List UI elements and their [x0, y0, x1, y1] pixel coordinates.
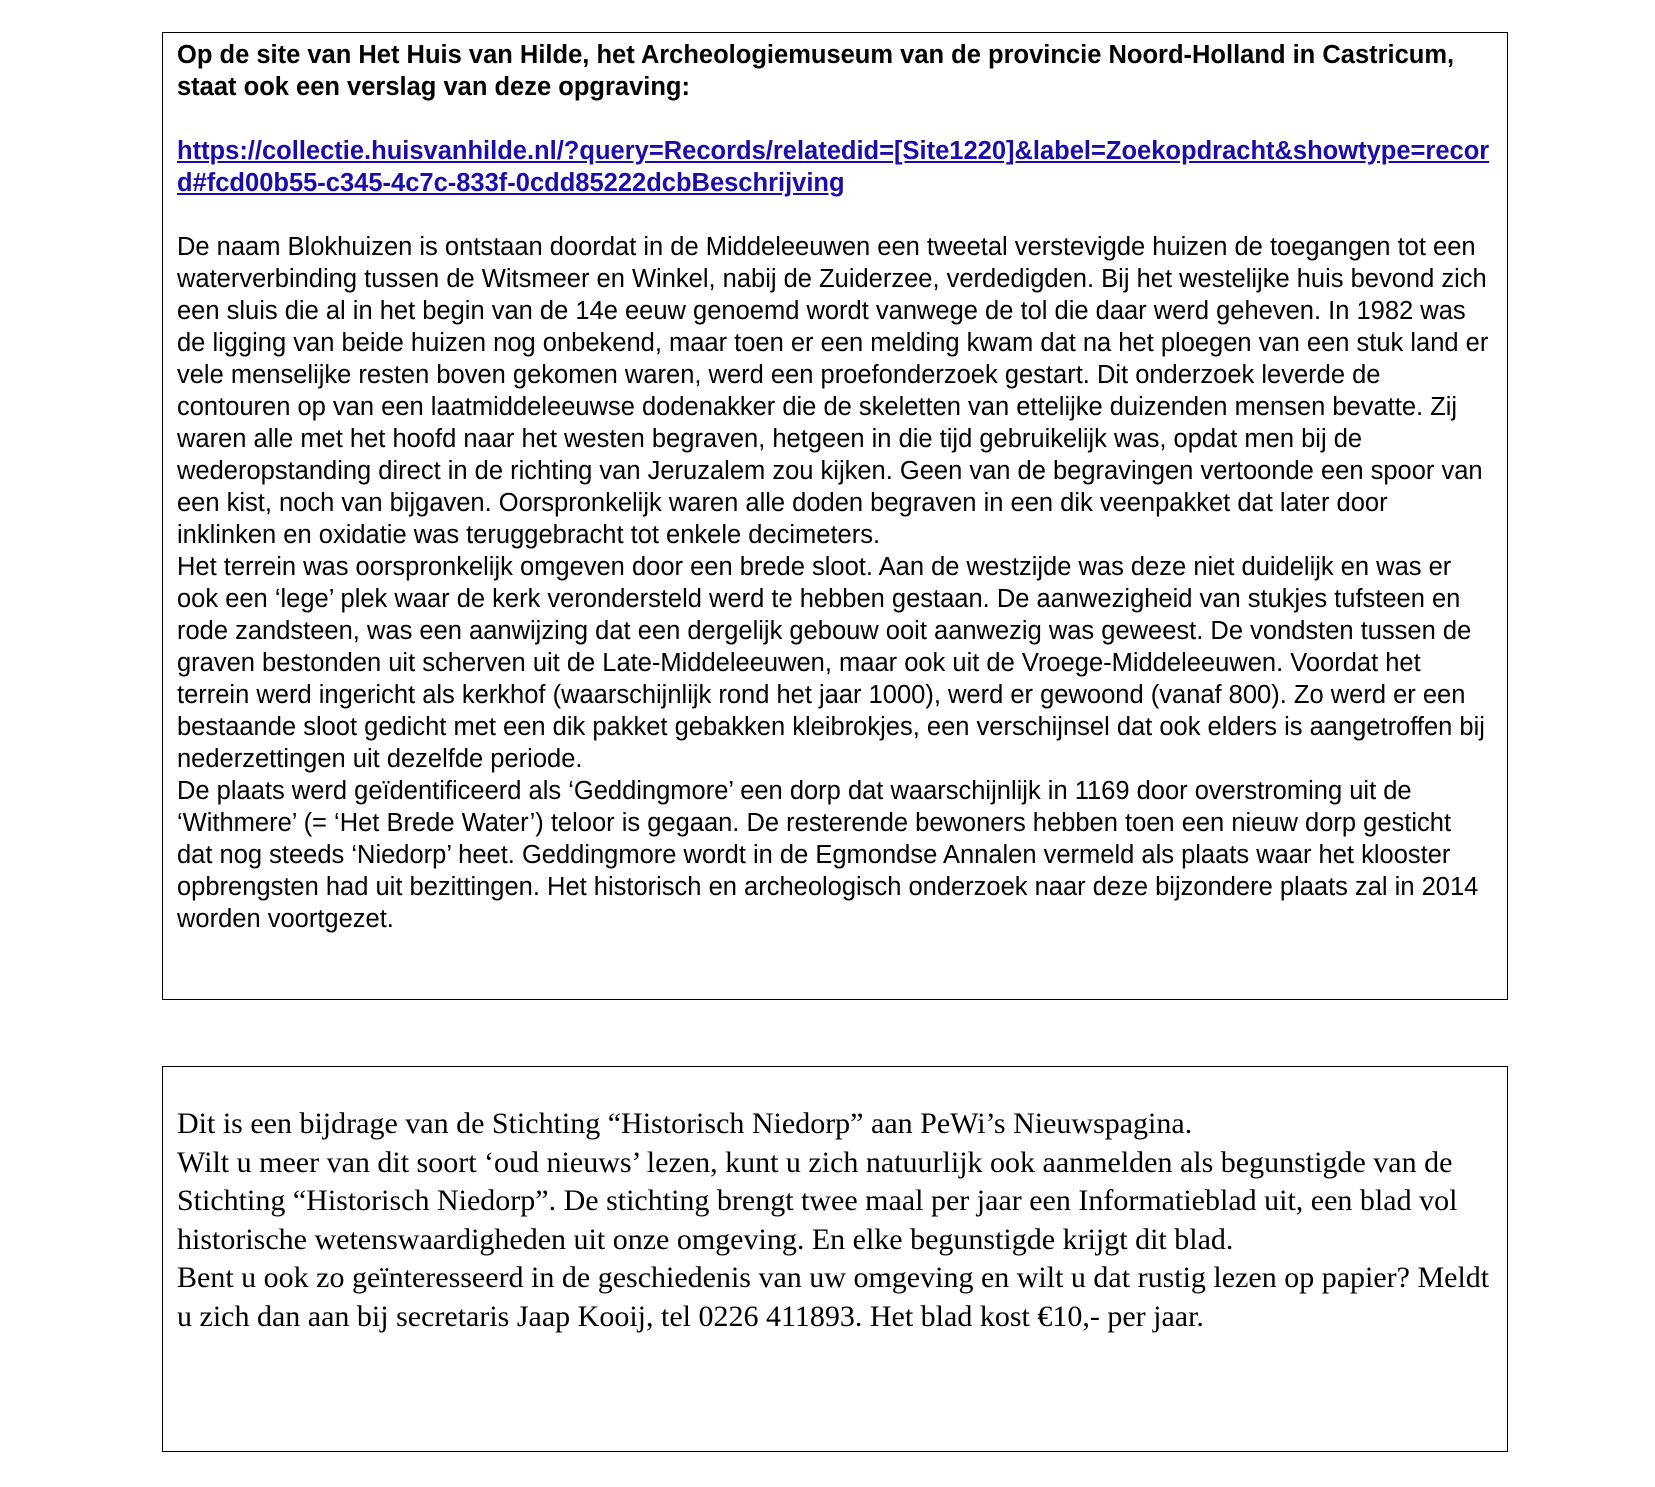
article-paragraph: De naam Blokhuizen is ontstaan doordat in de Middeleeuwen een tweetal verstevigde huizen de toegangen tot een waterverbinding tussen de Witsmeer en Winkel, nabij de Zuiderzee, verdedigden. Bij het westelijke huis bevond zich een sluis die al in het begin van de 14e eeuw genoemd wordt vanwege de tol die daar werd geheven. In 1982 was de ligging van beide huizen nog onbekend, maar toen er een melding kwam dat na het ploegen van een stuk land er vele menselijke resten boven gekomen waren, werd een proefonderzoek gestart. Dit onderzoek leverde de contouren op van een laatmiddeleeuwse dodenakker die de skeletten van ettelijke duizenden mensen bevatte. Zij waren alle met het hoofd naar het westen begraven, hetgeen in die tijd gebruikelijk was, opdat men bij de wederopstanding direct in de richting van Jeruzalem zou kijken. Geen van de begravingen vertoonde een spoor van een kist, noch van bijgaven. Oorspronkelijk waren alle doden begraven in een dik veenpakket dat later door inklinken en oxidatie was teruggebracht tot enkele decimeters.: [177, 233, 1489, 549]
article-body: [177, 231, 1493, 935]
footer-paragraph: Bent u ook zo geïnteresseerd in de geschiedenis van uw omgeving en wilt u dat rustig lezen op papier? Meldt u zich dan aan bij secretaris Jaap Kooij, tel 0226 411893. Het blad kost €10,- per jaar.: [177, 1261, 1490, 1333]
footer-paragraph: Wilt u meer van dit soort ‘oud nieuws’ lezen, kunt u zich natuurlijk ook aanmelden als begunstigde van de Stichting “Historisch Niedorp”. De stichting brengt twee maal per jaar een Informatieblad uit, een blad vol historische wetenswaardigheden uit onze omgeving. En elke begunstigde krijgt dit blad.: [177, 1145, 1458, 1256]
article-paragraph: De plaats werd geïdentificeerd als ‘Geddingmore’ een dorp dat waarschijnlijk in 1169 door overstroming uit de ‘Withmere’ (= ‘Het Brede Water’) teloor is gegaan. De resterende bewoners hebben toen een nieuw dorp gesticht dat nog steeds ‘Niedorp’ heet. Geddingmore wordt in de Egmondse Annalen vermeld als plaats waar het klooster opbrengsten had uit bezittingen. Het historisch en archeologisch onderzoek naar deze bijzondere plaats zal in 2014 worden voortgezet.: [177, 777, 1479, 933]
intro-text: Op de site van Het Huis van Hilde, het Archeologiemuseum van de provincie Noord-Holland in Castricum, staat ook een verslag van deze opgraving:: [177, 41, 1455, 101]
article-box: [162, 32, 1508, 1000]
footer-paragraph: Dit is een bijdrage van de Stichting “Historisch Niedorp” aan PeWi’s Nieuwspagina.: [177, 1107, 1193, 1140]
source-link[interactable]: https://collectie.huisvanhilde.nl/?query=Records/relatedid=[Site1220]&label=Zoekopdracht&showtype=record#fcd00b55-c345-4c7c-833f-0cdd85222dcbBeschrijving: [177, 137, 1490, 197]
footer-body: [177, 1105, 1493, 1336]
footer-box: [162, 1066, 1508, 1452]
article-paragraph: Het terrein was oorspronkelijk omgeven door een brede sloot. Aan de westzijde was deze niet duidelijk en was er ook een ‘lege’ plek waar de kerk verondersteld werd te hebben gestaan. De aanwezigheid van stukjes tufsteen en rode zandsteen, was een aanwijzing dat een dergelijk gebouw ooit aanwezig was geweest. De vondsten tussen de graven bestonden uit scherven uit de Late-Middeleeuwen, maar ook uit de Vroege-Middeleeuwen. Voordat het terrein werd ingericht als kerkhof (waarschijnlijk rond het jaar 1000), werd er gewoond (vanaf 800). Zo werd er een bestaande sloot gedicht met een dik pakket gebakken kleibrokjes, een verschijnsel dat ook elders is aangetroffen bij nederzettingen uit dezelfde periode.: [177, 553, 1485, 773]
